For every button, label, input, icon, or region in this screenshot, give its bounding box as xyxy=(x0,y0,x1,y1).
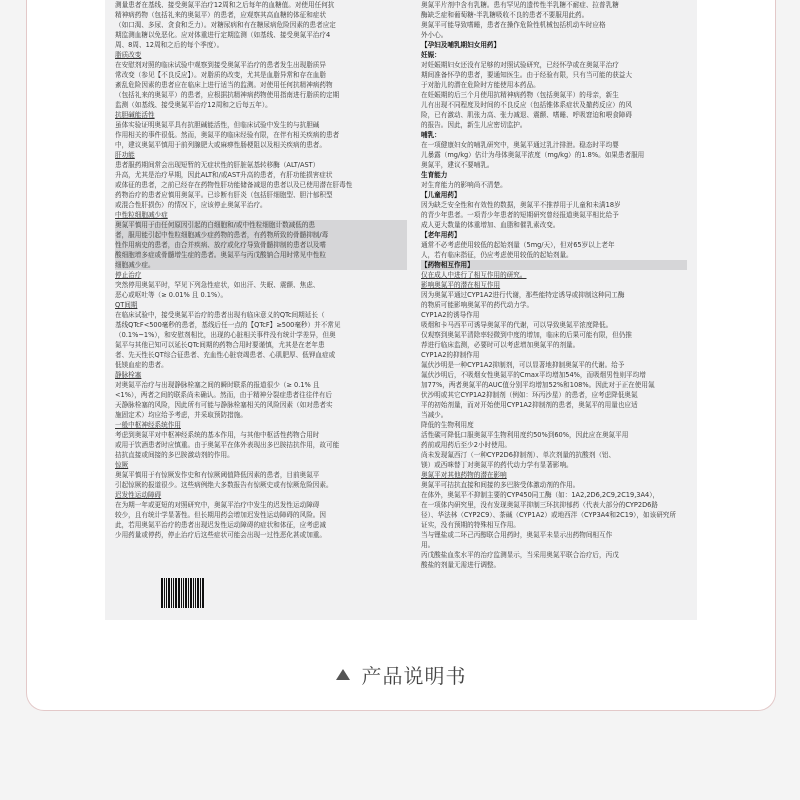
insert-text-line: 加77%，两者奥氮平的AUC值分别平均增加52%和108%。因此对于正在使用氟 xyxy=(421,381,655,389)
insert-text-line: 证实，没有预期的特殊相互作用。 xyxy=(421,521,520,529)
insert-text-line: 因为缺乏安全性和有效性的数据，奥氮平不推荐用于儿童和未满18岁 xyxy=(421,201,621,209)
insert-text-line: 对奥氮平治疗与出现静脉栓塞之间的瞬时联系的报道很少（≥ 0.1% 且 xyxy=(115,381,320,389)
insert-text-line: 因为奥氮平通过CYP1A2进行代谢，那些能特定诱导或抑制这种同工酶 xyxy=(421,291,625,299)
caption-label: 产品说明书 xyxy=(361,664,467,688)
insert-text-line: 迟发性运动障碍 xyxy=(115,491,162,499)
insert-text-line: 酸盐的剂量无需进行调整。 xyxy=(421,561,501,569)
insert-text-line: 考虑到奥氮平对中枢神经系统的基本作用，与其他中枢活性药物合用时 xyxy=(115,431,320,439)
insert-text-line: 降低的生物利用度 xyxy=(421,421,474,429)
insert-text-line: 影响奥氮平的潜在相互作用 xyxy=(421,281,501,289)
insert-text-line: 恶心或呕吐等（≥ 0.01% 且 0.1%）。 xyxy=(115,291,228,299)
insert-text-line: 的物质可能影响奥氮平的药代动力学。 xyxy=(421,301,534,309)
insert-text-line: <1%），两者之间的联系尚未确认。然而，由于精神分裂症患者往往伴有后 xyxy=(115,391,333,399)
insert-text-line: 药物治疗的患者应慎用奥氮平。已诊断有肝炎（包括肝细胞型、胆汁郁积型 xyxy=(115,191,333,199)
insert-text-line: 丙戊酸盐血浆水平的治疗监测显示，当采用奥氮平联合治疗后，丙戊 xyxy=(421,551,619,559)
insert-text-line: 在为期一年或更短的对照研究中，奥氮平治疗中发生的迟发性运动障碍 xyxy=(115,501,320,509)
insert-text-line: 精神病药物（包括礼来的奥氮平）的患者，应观察其高血糖的体征和症状 xyxy=(115,11,326,19)
insert-text-line: 儿有出现不同程度及时间的不良反应（包括锥体系症状及撤药反应）的风 xyxy=(421,101,632,109)
insert-text-line: 镁）或西咪替丁对奥氮平的药代动力学有显著影响。 xyxy=(421,461,573,469)
insert-text-line: 突然停用奥氮平时，罕见下列急性症状，如出汗、失眠、震颤、焦虑、 xyxy=(115,281,320,289)
insert-text-line: 或用于饮酒患者时应慎重。由于奥氮平在体外表现出多巴胺拮抗作用，故可能 xyxy=(115,441,340,449)
insert-text-line: 酸细胞增多症或骨髓增生症的患者。奥氮平与丙戊酸钠合用时常见中性粒 xyxy=(115,250,407,260)
insert-text-line: 低镁血症的患者。 xyxy=(115,361,168,369)
caption-bar xyxy=(27,660,775,689)
barcode-graphic xyxy=(161,578,204,608)
insert-text-line: 奥氮平可能导致嗜睡，患者在操作危险性机械包括机动车时应格 xyxy=(421,21,606,29)
insert-text-line: 奥氮平对其他药物的潜在影响 xyxy=(421,471,507,479)
insert-text-line: 活性碳可降低口服奥氮平生物利用度约50%到60%，因此应在奥氮平用 xyxy=(421,431,629,439)
insert-text-line: 升高，尤其是治疗早期，因此ALT和/或AST升高的患者，有肝功能损害症状 xyxy=(115,171,333,179)
insert-text-line: 氟伏沙明后，不吸烟女性奥氮平的Cmax平均增加54%，而吸烟男性则平均增 xyxy=(421,371,646,379)
insert-text-line: 细胞减少症。 xyxy=(115,260,407,270)
insert-text-line: 仅在成人中进行了相互作用的研究。 xyxy=(421,271,527,279)
insert-text-line: 作用相关的事件很低。然而，奥氮平的临床经验有限，在伴有相关疾病的患者 xyxy=(115,131,340,139)
insert-text-line: 奥氮平片剂中含有乳糖。患有罕见的遗传性半乳糖不耐症、拉普乳糖 xyxy=(421,1,619,9)
insert-text-line: 监测（如基线、接受奥氮平治疗12周和之后每五年）。 xyxy=(115,101,272,109)
insert-text-line: 在临床试验中，接受奥氮平治疗的患者出现有临床意义的QTc间期延长（ xyxy=(115,311,325,319)
insert-text-line: 者、先天性长QT综合征患者、充血性心脏衰竭患者、心肌肥厚、低钾血症或 xyxy=(115,351,336,359)
insert-left-column xyxy=(115,0,407,540)
content-card xyxy=(26,0,776,711)
insert-text-line: 在体外，奥氮平不抑制主要的CYP450同工酶（如：1A2,2D6,2C9,2C19,3A4）， xyxy=(421,491,660,499)
insert-text-line: 拮抗直接或间接的多巴胺激动剂的作用。 xyxy=(115,451,234,459)
insert-text-line: 较少，且有统计学显著性。但长期用药会增加迟发性运动障碍的风险。因 xyxy=(115,511,326,519)
insert-text-line: 于对胎儿的潜在危险时方能使用本药品。 xyxy=(421,81,540,89)
insert-text-line: 【老年用药】 xyxy=(421,231,461,239)
insert-text-line: 荐进行临床监测，必要时可以考虑增加奥氮平的剂量。 xyxy=(421,341,580,349)
insert-text-line: 吸烟和卡马西平可诱导奥氮平的代谢，可以导致奥氮平浓度降低。 xyxy=(421,321,613,329)
insert-text-line: 在一项健康妇女的哺乳研究中，奥氮平通过乳汁排泄。稳态时平均婴 xyxy=(421,141,619,149)
insert-text-line: 测量患者在基线、接受奥氮平治疗12周和之后每年的血糖值。对使用任何抗 xyxy=(115,1,335,9)
insert-text-line: 酶缺乏症和葡萄糖-半乳糖吸收不良的患者不要服用此药。 xyxy=(421,11,589,19)
insert-text-line: 妊娠： xyxy=(421,51,441,59)
insert-text-line: 少用药量或停药，停止治疗后这些症状可能会出现一过性恶化甚或加重。 xyxy=(115,531,326,539)
insert-text-line: 奥氮平可拮抗直接和间接的多巴胺受体激动剂的作用。 xyxy=(421,481,580,489)
insert-text-line: 基线QTcF<500毫秒的患者，基线后任一点的【QTcF】≥500毫秒）并不常见 xyxy=(115,321,341,329)
insert-text-line: 患者服药期间常会出现短暂的无症状性的肝脏氨基转移酶（ALT/AST） xyxy=(115,161,320,169)
insert-text-line: 伏沙明或其它CYP1A2抑制剂（例如：环丙沙星）的患者，应考虑降低奥氮 xyxy=(421,391,638,399)
insert-text-line: 【药物相互作用】 xyxy=(421,260,687,270)
insert-text-line: 肝功能 xyxy=(115,151,135,159)
insert-text-line: 的报告。因此，新生儿应密切监护。 xyxy=(421,121,527,129)
triangle-up-icon xyxy=(336,669,350,680)
insert-text-line: 一般中枢神经系统作用 xyxy=(115,421,181,429)
insert-text-line: 儿暴露（mg/kg）估计为母体奥氮平浓度（mg/kg）的1.8%。如果患者服用 xyxy=(421,151,645,159)
insert-text-line: （如口渴、多尿、贪食和乏力）。对糖尿病和有在糖尿病危险因素的患者应定 xyxy=(115,21,336,29)
insert-text-line: 中性粒细胞减少症 xyxy=(115,211,168,219)
insert-text-line: （包括礼来的奥氮平）的患者，应根据抗精神病药物使用指南进行脂质的定期 xyxy=(115,91,340,99)
insert-text-line: （0.1%~1%），和安慰剂相比，出现的心脏相关事件没有统计学差异，但奥 xyxy=(115,331,336,339)
insert-text-line: 者，服用能引起中性粒细胞减少症药物的患者，有药物所致的骨髓抑制/毒 xyxy=(115,230,407,240)
insert-text-line: 外小心。 xyxy=(421,31,448,39)
insert-text-line: 或体征的患者，之前已经存在药物性肝功能储备减退的患者以及已使用潜在肝毒性 xyxy=(115,181,353,189)
insert-text-line: 用。 xyxy=(421,541,435,549)
insert-text-line: 尚未发现氟西汀（一种CYP2D6抑制剂）、单次剂量的抗酸剂（铝、 xyxy=(421,451,616,459)
insert-text-line: 此，若用奥氮平治疗的患者出现迟发性运动障碍的症状和体征，应考虑减 xyxy=(115,521,326,529)
insert-text-line: 引起惊厥的报道很少。这些病例绝大多数报告有惊厥史或有惊厥危险因素。 xyxy=(115,481,333,489)
insert-text-line: QT间期 xyxy=(115,301,138,309)
insert-text-line: 径）、华法林（CYP2C9）、茶碱（CYP1A2）或地西泮（CYP3A4和2C19），如该研究所 xyxy=(421,511,676,519)
insert-text-line: 脂质改变 xyxy=(115,51,142,59)
insert-text-line: 性作用病史的患者，由合并疾病、放疗或化疗导致骨髓抑制的患者以及嗜 xyxy=(115,240,407,250)
insert-text-line: CYP1A2的诱导作用 xyxy=(421,311,480,319)
insert-text-line: 平的初始剂量，而对开始使用CYP1A2抑制剂的患者，奥氮平的用量也应适 xyxy=(421,401,638,409)
insert-text-line: 成人更大数量的体重增加、血脂和催乳素改变。 xyxy=(421,221,560,229)
insert-text-line: 天静脉栓塞的风险，因此所有可能与静脉栓塞相关的风险因素（如对患者实 xyxy=(115,401,333,409)
insert-text-line: 奥氮平慎用于有惊厥发作史和有惊厥阈值降低因素的患者，目前奥氮平 xyxy=(115,471,320,479)
insert-text-line: 期监测血糖以免恶化。应对体重进行定期监测（如基线、接受奥氮平治疗4 xyxy=(115,31,331,39)
insert-text-line: 虽体实验证明奥氮平具有抗胆碱能活性，但临床试验中发生的与抗胆碱 xyxy=(115,121,320,129)
insert-text-line: 在一项体内研究里，没有发现奥氮平抑制三环抗抑郁药（代表大部分的CYP2D6路 xyxy=(421,501,658,509)
insert-text-line: 停止治疗 xyxy=(115,271,142,279)
insert-text-line: 的青少年患者。一项青少年患者的短期研究曾经报道奥氮平相比给予 xyxy=(421,211,619,219)
insert-text-line: 当与锂盐或二环己丙醇联合用药时，奥氮平未显示出药物间相互作 xyxy=(421,531,613,539)
insert-text-line: 施固定术）均应给予考虑，并采取预防措施。 xyxy=(115,411,247,419)
insert-text-line: 或混合性肝损伤）的情况下，应该停止奥氮平治疗。 xyxy=(115,201,267,209)
insert-text-line: 紊乱危险因素的患者应在临床上进行适当的监测。对使用任何抗精神病药物 xyxy=(115,81,333,89)
insert-text-line: 【儿童用药】 xyxy=(421,191,461,199)
insert-text-line: 氮平与其他已知可以延长QTc间期的药物合用时要谨慎，尤其是在老年患 xyxy=(115,341,325,349)
insert-text-line: 期间准备怀孕的患者，要通知医生。由于经验有限，只有当可能的获益大 xyxy=(421,71,632,79)
insert-text-line: 生育能力 xyxy=(421,171,448,179)
insert-text-line: 人，若有临床指征，仍应考虑使用较低的起始剂量。 xyxy=(421,251,573,259)
insert-text-line: 【孕妇及哺乳期妇女用药】 xyxy=(421,41,501,49)
insert-text-line: 抗胆碱能活性 xyxy=(115,111,155,119)
insert-text-line: 奥氮平慎用于由任何原因引起的白细胞和/或中性粒细胞计数减低的患 xyxy=(115,220,407,230)
insert-text-line: 氟伏沙明是一种CYP1A2抑制剂，可以显著地抑制奥氮平的代谢。给予 xyxy=(421,361,625,369)
insert-text-line: 对生育能力的影响尚不清楚。 xyxy=(421,181,507,189)
insert-text-line: 哺乳： xyxy=(421,131,441,139)
insert-right-column xyxy=(421,0,687,570)
insert-text-line: CYP1A2的抑制作用 xyxy=(421,351,480,359)
insert-text-line: 在安慰剂对照的临床试验中观察到接受奥氮平治疗的患者发生出现脂质异 xyxy=(115,61,326,69)
insert-text-line: 险，已有激动、肌张力高、张力减退、震颤、嗜睡、呼吸窘迫和喂食障碍 xyxy=(421,111,632,119)
insert-text-line: 在妊娠期的后三个月使用抗精神病药物（包括奥氮平）的母亲，新生 xyxy=(421,91,619,99)
insert-text-line: 通常不必考虑使用较低的起始剂量（5mg/天），但对65岁以上老年 xyxy=(421,241,615,249)
insert-text-line: 对妊娠期妇女还没有足够的对照试验研究，已经怀孕或在奥氮平治疗 xyxy=(421,61,619,69)
insert-text-line: 中，建议奥氮平慎用于前列腺肥大或麻痹性肠梗阻以及相关疾病的患者。 xyxy=(115,141,326,149)
package-insert-scan xyxy=(105,0,697,620)
insert-text-line: 静脉栓塞 xyxy=(115,371,142,379)
insert-text-line: 仅观察到奥氮平清除率轻微到中度的增加，临床的后果可能有限，但仍推 xyxy=(421,331,632,339)
insert-text-line: 药前或用药后至少2小时使用。 xyxy=(421,441,511,449)
insert-text-line: 惊厥 xyxy=(115,461,129,469)
insert-text-line: 奥氮平，建议不要哺乳。 xyxy=(421,161,494,169)
insert-text-line: 周、8周、12周和之后的每个季度）。 xyxy=(115,41,224,49)
insert-text-line: 当减少。 xyxy=(421,411,448,419)
insert-text-line: 常改变（参见【不良反应】）。对脂质的改变，尤其是血脂异常和存在血脂 xyxy=(115,71,326,79)
